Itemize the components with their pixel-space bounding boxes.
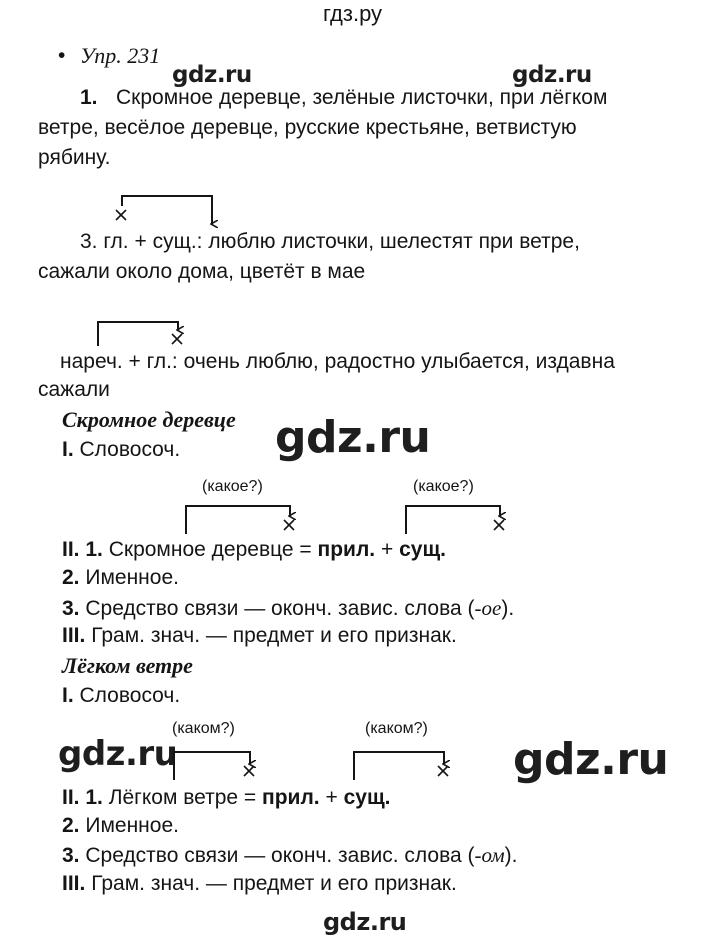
task3-line: сажали около дома, цветёт в мае [38, 260, 366, 283]
item-number: 2. [62, 814, 80, 837]
formula-adjective: прил. [317, 538, 376, 561]
question-label: (каком?) [172, 720, 235, 737]
task1-number: 1. [80, 86, 98, 109]
task3-line: сажали [38, 378, 110, 401]
link-diagram-analysis2-b [354, 752, 448, 780]
formula-plus: + [380, 538, 394, 561]
roman-numeral: III. [62, 624, 86, 647]
analysis-heading: Скромное деревце [62, 407, 236, 432]
exercise-bullet: • [58, 44, 66, 67]
question-label: (какое?) [413, 478, 474, 495]
watermark: gdz.ru [512, 62, 592, 88]
exercise-label: Упр. 231 [80, 43, 161, 68]
item-text: Именное. [85, 566, 179, 589]
watermark: gdz.ru [275, 412, 431, 463]
item-text: Средство связи — оконч. завис. слова ( [85, 597, 475, 620]
ending: -ом [474, 843, 505, 867]
formula-plus: + [325, 786, 338, 809]
task1-line: рябину. [38, 146, 111, 169]
watermark: gdz.ru [323, 908, 407, 936]
link-diagram-verb-noun [116, 196, 212, 224]
site-header: гдз.ру [323, 1, 383, 26]
part-text: Словосоч. [79, 438, 181, 461]
watermark: gdz.ru [58, 734, 178, 774]
watermark: gdz.ru [513, 734, 669, 785]
part-text: Словосоч. [79, 684, 181, 707]
roman-numeral: II. [62, 786, 80, 809]
link-diagram-adverb-verb [98, 322, 182, 346]
phrase: Скромное деревце = [108, 538, 312, 561]
roman-numeral: III. [62, 872, 86, 895]
link-diagram-analysis1-b [406, 506, 504, 534]
item-number: 3. [62, 597, 80, 620]
roman-numeral: I. [62, 438, 74, 461]
formula-noun: сущ. [343, 786, 391, 809]
item-number: 2. [62, 566, 80, 589]
ending: -ое [474, 596, 502, 620]
question-label: (каком?) [365, 720, 428, 737]
link-diagram-analysis2-a [174, 752, 254, 780]
formula-noun: сущ. [399, 538, 447, 561]
item-number: 1. [85, 538, 103, 561]
task1-line: ветре, весёлое деревце, русские крестьяне, ветвистую [38, 116, 577, 139]
roman-numeral: I. [62, 684, 74, 707]
item-text: Средство связи — оконч. завис. слова ( [85, 844, 475, 867]
phrase: Лёгком ветре = [108, 786, 257, 809]
item-number: 1. [85, 786, 103, 809]
part-text: Грам. знач. — предмет и его признак. [91, 624, 457, 647]
link-diagram-analysis1-a [186, 506, 294, 534]
item-text: Именное. [85, 814, 179, 837]
analysis-heading: Лёгком ветре [62, 653, 193, 678]
question-label: (какое?) [202, 478, 263, 495]
task3-line: нареч. + гл.: очень люблю, радостно улыбается, издавна [60, 350, 615, 373]
item-close: ). [504, 844, 518, 867]
item-close: ). [501, 597, 515, 620]
watermark: gdz.ru [172, 62, 252, 88]
task3-line: 3. гл. + сущ.: люблю листочки, шелестят при ветре, [80, 230, 580, 253]
formula-adjective: прил. [262, 786, 320, 809]
task1-line: Скромное деревце, зелёные листочки, при лёгком [116, 86, 608, 109]
roman-numeral: II. [62, 538, 80, 561]
part-text: Грам. знач. — предмет и его признак. [91, 872, 457, 895]
item-number: 3. [62, 844, 80, 867]
